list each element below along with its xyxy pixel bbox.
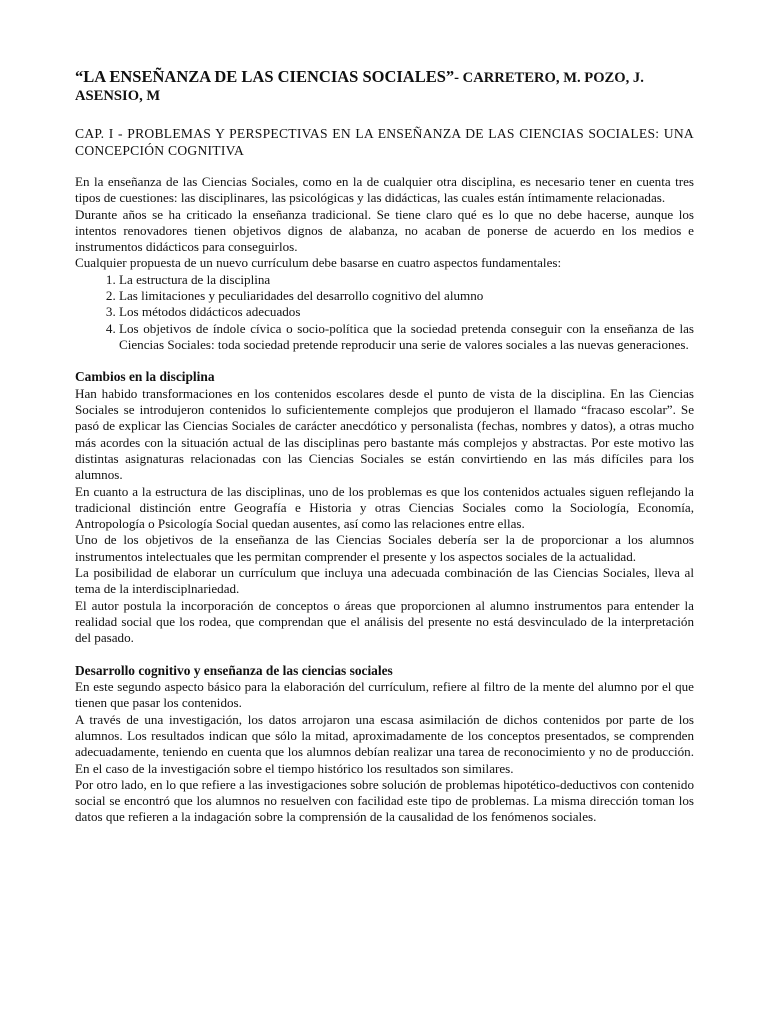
section-heading-cambios: Cambios en la disciplina [75,369,215,385]
title-authors: - CARRETERO, M. POZO, J. ASENSIO, M [75,70,644,104]
intro-paragraph: Durante años se ha criticado la enseñanza tradicional. Se tiene claro qué es lo que no debe hacerse, aunque los intentos renovadores tienen objetivos dignos de alabanza, no acaban de ponerse de acuerdo en los medios e instrumentos didácticos para conseguirlos. [75,206,694,255]
list-item: 1. La estructura de la disciplina [119,272,694,288]
chapter-heading: CAP. I - PROBLEMAS Y PERSPECTIVAS EN LA ENSEÑANZA DE LAS CIENCIAS SOCIALES: UNA CONCEPCIÓN COGNITIVA [75,126,694,158]
section-paragraph: A través de una investigación, los datos arrojaron una escasa asimilación de dichos contenidos por parte de los alumnos. Los resultados indican que sólo la mitad, aproximadamente de los conceptos presentados, se comprenden adecuadamente, teniendo en cuenta que los alumnos debían realizar una tarea de reconocimiento y no de producción. En el caso de la investigación sobre el tiempo histórico los resultados son similares. [75,711,694,776]
section-heading-desarrollo: Desarrollo cognitivo y enseñanza de las ciencias sociales [75,662,393,678]
section-paragraph: Por otro lado, en lo que refiere a las investigaciones sobre solución de problemas hipotético-deductivos con contenido social se encontró que los alumnos no resuelven con facilidad este tipo de problemas. La misma dirección toman los datos que refieren a la indagación sobre la comprensión de la causalidad de los fenómenos sociales. [75,776,694,825]
document-title [75,68,694,105]
section-paragraph: Han habido transformaciones en los contenidos escolares desde el punto de vista de la disciplina. En las Ciencias Sociales se introdujeron contenidos lo suficientemente complejos que produjeron el llamado “fracaso escolar”. Se pasó de explicar las Ciencias Sociales de carácter anecdótico y personalista (fechas, nombres y datos), a otras mucho más acordes con la situación actual de las disciplinas pero bastante más complejos y abstractas. Por este motivo las distintas asignaturas relacionadas con las Ciencias Sociales se están convirtiendo en las más difíciles para los alumnos. [75,385,694,483]
section-paragraph: En cuanto a la estructura de las disciplinas, uno de los problemas es que los contenidos actuales siguen reflejando la tradicional distinción entre Geografía e Historia y otras Ciencias Sociales como la Sociología, Economía, Antropología o Psicología Social quedan ausentes, así como las relaciones entre ellas. [75,483,694,532]
section-paragraph: La posibilidad de elaborar un currículum que incluya una adecuada combinación de las Ciencias Sociales, lleva al tema de la interdisciplnariedad. [75,565,694,597]
intro-paragraph: En la enseñanza de las Ciencias Sociales, como en la de cualquier otra disciplina, es necesario tener en cuenta tres tipos de cuestiones: las disciplinares, las psicológicas y las didácticas, las cuales están íntimamente relacionadas. [75,174,694,206]
list-item: 3. Los métodos didácticos adecuados [119,304,694,320]
section-paragraph: En este segundo aspecto básico para la elaboración del currículum, refiere al filtro de la mente del alumno por el que tienen que pasar los contenidos. [75,679,694,711]
section-paragraph: Uno de los objetivos de la enseñanza de las Ciencias Sociales debería ser la de proporcionar a los alumnos instrumentos intelectuales que les permitan comprender el presente y los aspectos sociales de la actualidad. [75,532,694,564]
intro-paragraph: Cualquier propuesta de un nuevo currículum debe basarse en cuatro aspectos fundamentales: [75,255,562,271]
aspects-list [75,272,694,353]
list-item: 4. Los objetivos de índole cívica o socio-política que la sociedad pretenda conseguir con la enseñanza de las Ciencias Sociales: toda sociedad pretende reproducir una serie de valores sociales a las nuevas generaciones. [119,321,694,354]
title-main: “LA ENSEÑANZA DE LAS CIENCIAS SOCIALES” [75,67,455,86]
list-item: 2. Las limitaciones y peculiaridades del desarrollo cognitivo del alumno [119,288,694,304]
section-paragraph: El autor postula la incorporación de conceptos o áreas que proporcionen al alumno instrumentos para entender la realidad social que los rodea, que comprendan que el análisis del presente no está desvinculado de la interpretación del pasado. [75,597,694,646]
